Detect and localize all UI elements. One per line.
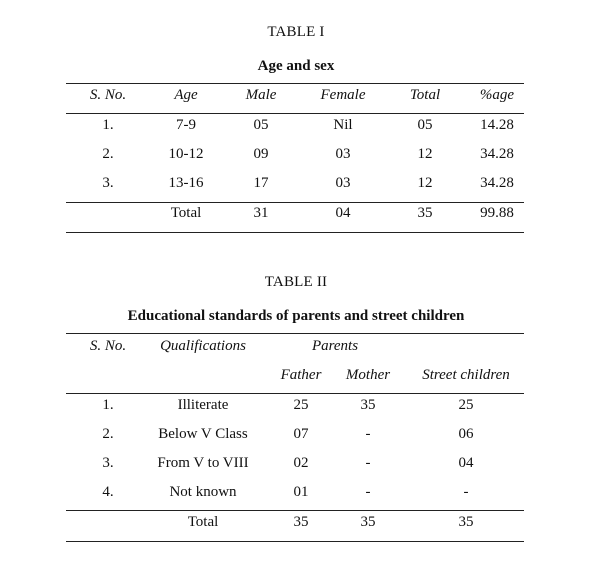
table1-total-male: 31 (253, 205, 269, 221)
table2-header-mother: Mother (345, 367, 391, 383)
table2-cell-mother: 35 (360, 397, 376, 413)
table2-total-rule (66, 510, 524, 511)
table2-cell-qualification: Below V Class (158, 426, 248, 442)
table1-total-female: 04 (335, 205, 351, 221)
table2-cell-mother: - (365, 484, 371, 500)
table1-header-rule (66, 113, 524, 114)
table2-cell-sno: 2. (102, 426, 114, 442)
table2-header-sno: S. No. (89, 338, 127, 354)
table2-cell-sno: 3. (102, 455, 114, 471)
table2-total-mother: 35 (360, 514, 376, 530)
table2-cell-sno: 1. (102, 397, 114, 413)
table1-top-rule (66, 83, 524, 84)
table1-cell-percentage: 34.28 (480, 146, 514, 162)
table1-total-label: Total (170, 205, 202, 221)
table2-cell-qualification: From V to VIII (157, 455, 249, 471)
table1-header-age: Age (174, 87, 198, 103)
table1-label: TABLE I (267, 24, 325, 40)
table2-cell-father: 25 (293, 397, 309, 413)
table2-cell-street-children: 25 (458, 397, 474, 413)
table1-header-male: Male (245, 87, 277, 103)
table2-header-street-children: Street children (422, 367, 510, 383)
table1-cell-sno: 2. (102, 146, 114, 162)
table2-cell-sno: 4. (102, 484, 114, 500)
table1-cell-female: 03 (335, 175, 351, 191)
table1-cell-age: 7-9 (176, 117, 196, 133)
table1-cell-percentage: 14.28 (480, 117, 514, 133)
table1-cell-male: 05 (253, 117, 269, 133)
table2-bottom-rule (66, 541, 524, 542)
table2-total-label: Total (187, 514, 219, 530)
table1-title: Age and sex (257, 58, 335, 74)
table2-cell-street-children: 06 (458, 426, 474, 442)
table1-cell-age: 13-16 (168, 175, 204, 191)
table2-header-father: Father (280, 367, 322, 383)
table1-header-total: Total (409, 87, 441, 103)
table1-total-total: 35 (417, 205, 433, 221)
table2-total-father: 35 (293, 514, 309, 530)
table1-header-percentage: %age (479, 87, 515, 103)
table2-cell-father: 02 (293, 455, 309, 471)
table1-cell-female: 03 (335, 146, 351, 162)
table1-cell-percentage: 34.28 (480, 175, 514, 191)
table2-cell-mother: - (365, 455, 371, 471)
table1-cell-sno: 3. (102, 175, 114, 191)
table2-cell-mother: - (365, 426, 371, 442)
table2-total-street-children: 35 (458, 514, 474, 530)
table1-cell-age: 10-12 (168, 146, 204, 162)
table2-top-rule (66, 333, 524, 334)
table1-cell-male: 09 (253, 146, 269, 162)
table2-header-qualifications: Qualifications (160, 338, 246, 354)
table1-cell-total: 05 (417, 117, 433, 133)
table1-cell-total: 12 (417, 175, 433, 191)
table2-label: TABLE II (264, 274, 328, 290)
table2-title: Educational standards of parents and street children (127, 308, 465, 324)
table1-header-female: Female (320, 87, 366, 103)
table2-cell-father: 01 (293, 484, 309, 500)
table2-cell-qualification: Not known (169, 484, 237, 500)
table1-total-percentage: 99.88 (480, 205, 514, 221)
table2-header-parents: Parents (311, 338, 359, 354)
table2-header-rule (66, 393, 524, 394)
table2-cell-street-children: 04 (458, 455, 474, 471)
table1-cell-sno: 1. (102, 117, 114, 133)
table2-cell-father: 07 (293, 426, 309, 442)
table1-cell-total: 12 (417, 146, 433, 162)
table1-header-sno: S. No. (89, 87, 127, 103)
table1-cell-male: 17 (253, 175, 269, 191)
table1-total-rule (66, 202, 524, 203)
table1-cell-female: Nil (333, 117, 353, 133)
table2-cell-qualification: Illiterate (177, 397, 229, 413)
table2-cell-street-children: - (463, 484, 469, 500)
table1-bottom-rule (66, 232, 524, 233)
